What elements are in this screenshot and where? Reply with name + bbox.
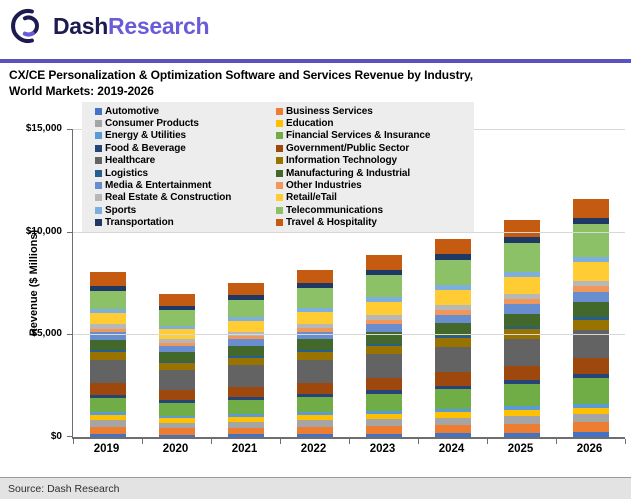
bar-segment — [366, 346, 402, 355]
bar-segment — [297, 427, 333, 434]
bar-segment — [159, 352, 195, 361]
bar-segment — [90, 291, 126, 309]
bar-segment — [366, 324, 402, 332]
x-tick-label: 2022 — [300, 443, 327, 455]
legend-label: Sports — [105, 204, 137, 216]
bar-segment — [228, 346, 264, 356]
bar-segment — [435, 338, 471, 347]
legend-label: Financial Services & Insurance — [286, 130, 431, 142]
bar-segment — [504, 243, 540, 272]
x-tick-label: 2025 — [507, 443, 534, 455]
legend-item — [95, 118, 276, 129]
bar-segment — [297, 332, 333, 339]
stacked-bar-2025 — [504, 220, 540, 437]
legend-label: Logistics — [105, 167, 148, 179]
legend-item — [276, 118, 474, 129]
bar-segment — [90, 313, 126, 324]
legend-swatch-icon — [276, 145, 283, 152]
legend-item — [276, 106, 474, 117]
bar-segment — [435, 315, 471, 324]
bar-segment — [573, 302, 609, 317]
legend-label: Automotive — [105, 105, 160, 117]
bar-segment — [90, 383, 126, 394]
bar-segment — [435, 433, 471, 437]
legend-label: Transportation — [105, 217, 174, 229]
legend-label: Manufacturing & Industrial — [286, 167, 411, 179]
legend-swatch-icon — [276, 170, 283, 177]
y-axis-tick — [67, 232, 72, 233]
bar-segment — [90, 427, 126, 434]
bar-segment — [228, 339, 264, 346]
legend-swatch-icon — [95, 108, 102, 115]
header-divider — [0, 59, 631, 63]
stacked-bar-2024 — [435, 239, 471, 437]
brand-wordmark-research: Research — [108, 12, 210, 39]
y-axis-tick — [67, 334, 72, 335]
legend-item — [276, 130, 474, 141]
stacked-bar-2022 — [297, 270, 333, 437]
bar-segment — [228, 428, 264, 435]
bar-segment — [159, 363, 195, 370]
legend-label: Education — [286, 118, 334, 130]
bar-segment — [228, 434, 264, 437]
bar-segment — [228, 400, 264, 414]
stacked-bar-2021 — [228, 283, 264, 437]
legend-item — [95, 130, 276, 141]
legend-label: Business Services — [286, 105, 373, 117]
legend-item — [276, 192, 474, 203]
stacked-bar-2026 — [573, 199, 609, 437]
bar-segment — [435, 260, 471, 285]
legend-label: Media & Entertainment — [105, 180, 212, 192]
bar-segment — [435, 418, 471, 425]
bar-segment — [90, 272, 126, 286]
x-tick-label: 2020 — [162, 443, 189, 455]
legend-item — [276, 180, 474, 191]
chart-legend — [82, 102, 474, 232]
y-axis-title: Revenue ($ Millions) — [28, 229, 40, 337]
bar-segment — [573, 358, 609, 374]
bar-segment — [366, 419, 402, 426]
bar-segment — [90, 398, 126, 412]
bar-segment — [573, 199, 609, 218]
bar-segment — [573, 414, 609, 422]
bar-segment — [90, 434, 126, 437]
bar-segment — [159, 310, 195, 326]
y-axis-tick — [67, 129, 72, 130]
stacked-bar-2023 — [366, 255, 402, 437]
bar-segment — [159, 403, 195, 415]
legend-swatch-icon — [95, 170, 102, 177]
bar-segment — [573, 320, 609, 331]
bar-segment — [297, 360, 333, 382]
legend-swatch-icon — [95, 132, 102, 139]
brand-wordmark-dash: Dash — [53, 12, 109, 39]
bar-segment — [297, 270, 333, 284]
bar-segment — [90, 340, 126, 351]
bar-segment — [573, 224, 609, 256]
bar-segment — [366, 378, 402, 390]
bar-segment — [366, 354, 402, 378]
bar-segment — [366, 434, 402, 437]
bar-segment — [366, 302, 402, 315]
bar-segment — [159, 435, 195, 437]
bar-segment — [228, 365, 264, 386]
x-tick-label: 2021 — [231, 443, 258, 455]
bar-segment — [159, 390, 195, 400]
legend-swatch-icon — [95, 182, 102, 189]
gridline — [73, 334, 625, 335]
bar-segment — [435, 372, 471, 385]
bar-segment — [504, 339, 540, 365]
bar-segment — [435, 389, 471, 408]
legend-swatch-icon — [95, 219, 102, 226]
legend-swatch-icon — [276, 219, 283, 226]
bar-segment — [435, 425, 471, 433]
chart-title-line2: World Markets: 2019-2026 — [9, 83, 154, 98]
legend-label: Energy & Utilities — [105, 130, 186, 142]
bar-segment — [504, 416, 540, 423]
legend-swatch-icon — [95, 194, 102, 201]
bar-segment — [573, 262, 609, 281]
bar-segment — [504, 304, 540, 314]
legend-swatch-icon — [276, 132, 283, 139]
y-axis-tick — [67, 436, 72, 437]
legend-item — [276, 155, 474, 166]
bar-segment — [228, 321, 264, 332]
bar-segment — [504, 220, 540, 237]
legend-label: Real Estate & Construction — [105, 192, 232, 204]
legend-swatch-icon — [276, 157, 283, 164]
bar-segment — [297, 339, 333, 350]
bar-segment — [573, 432, 609, 437]
legend-swatch-icon — [276, 194, 283, 201]
bar-segment — [228, 387, 264, 398]
x-tick-label: 2024 — [438, 443, 465, 455]
bar-segment — [366, 394, 402, 411]
legend-item — [95, 180, 276, 191]
bar-segment — [435, 290, 471, 305]
bar-segment — [504, 424, 540, 433]
legend-item — [276, 168, 474, 179]
x-tick-label: 2023 — [369, 443, 396, 455]
legend-item — [95, 168, 276, 179]
y-tick-label: $15,000 — [25, 123, 62, 134]
legend-label: Travel & Hospitality — [286, 217, 377, 229]
bar-segment — [297, 312, 333, 324]
y-tick-label: $10,000 — [25, 225, 62, 237]
y-tick-label: $0 — [50, 431, 62, 442]
legend-swatch-icon — [95, 207, 102, 214]
bar-segment — [435, 347, 471, 372]
source-text: Source: Dash Research — [8, 482, 120, 495]
legend-swatch-icon — [276, 207, 283, 214]
legend-swatch-icon — [95, 120, 102, 127]
legend-swatch-icon — [276, 120, 283, 127]
bar-segment — [90, 352, 126, 360]
legend-label: Telecommunications — [286, 204, 383, 216]
bar-segment — [297, 288, 333, 308]
bar-segment — [504, 314, 540, 328]
bar-segment — [504, 277, 540, 294]
legend-swatch-icon — [95, 157, 102, 164]
y-tick-label: $5,000 — [31, 328, 62, 340]
legend-item — [276, 217, 474, 228]
legend-label: Consumer Products — [105, 118, 199, 130]
bar-segment — [159, 370, 195, 390]
legend-item — [95, 106, 276, 117]
bar-segment — [573, 378, 609, 404]
bar-segment — [573, 292, 609, 303]
legend-item — [95, 143, 276, 154]
bar-segment — [366, 426, 402, 434]
bar-segment — [159, 294, 195, 305]
bar-segment — [504, 366, 540, 380]
legend-label: Food & Beverage — [105, 142, 186, 154]
legend-label: Government/Public Sector — [286, 142, 410, 154]
legend-swatch-icon — [276, 182, 283, 189]
legend-item — [276, 205, 474, 216]
legend-item — [95, 205, 276, 216]
chart-title — [9, 68, 473, 99]
legend-item — [95, 192, 276, 203]
legend-item — [276, 143, 474, 154]
y-axis-tick-labels — [0, 0, 64, 499]
chart-title-line1: CX/CE Personalization & Optimization Software and Services Revenue by Industry, — [9, 68, 473, 82]
bar-segment — [228, 283, 264, 296]
bar-segment — [366, 255, 402, 270]
bar-segment — [504, 433, 540, 437]
x-axis-tick-labels — [72, 443, 624, 455]
legend-swatch-icon — [95, 145, 102, 152]
x-tick-label: 2026 — [576, 443, 603, 455]
bar-segment — [435, 239, 471, 255]
stacked-bar-2020 — [159, 294, 195, 437]
stacked-bar-2019 — [90, 272, 126, 437]
bar-segment — [573, 422, 609, 432]
bar-segment — [228, 300, 264, 318]
legend-item — [95, 217, 276, 228]
bar-segment — [366, 275, 402, 298]
bar-segment — [297, 397, 333, 412]
bar-segment — [297, 383, 333, 394]
brand-wordmark — [53, 13, 209, 40]
legend-label: Retail/eTail — [286, 192, 337, 204]
legend-swatch-icon — [276, 108, 283, 115]
legend-label: Healthcare — [105, 155, 156, 167]
bar-segment — [228, 358, 264, 366]
bar-segment — [504, 384, 540, 406]
legend-label: Information Technology — [286, 155, 397, 167]
x-tick-label: 2019 — [93, 443, 120, 455]
legend-item — [95, 155, 276, 166]
bar-segment — [297, 352, 333, 360]
source-footer — [0, 477, 631, 499]
legend-label: Other Industries — [286, 180, 362, 192]
bar-segment — [297, 434, 333, 437]
bar-segment — [90, 360, 126, 383]
x-axis-tick — [625, 439, 626, 444]
